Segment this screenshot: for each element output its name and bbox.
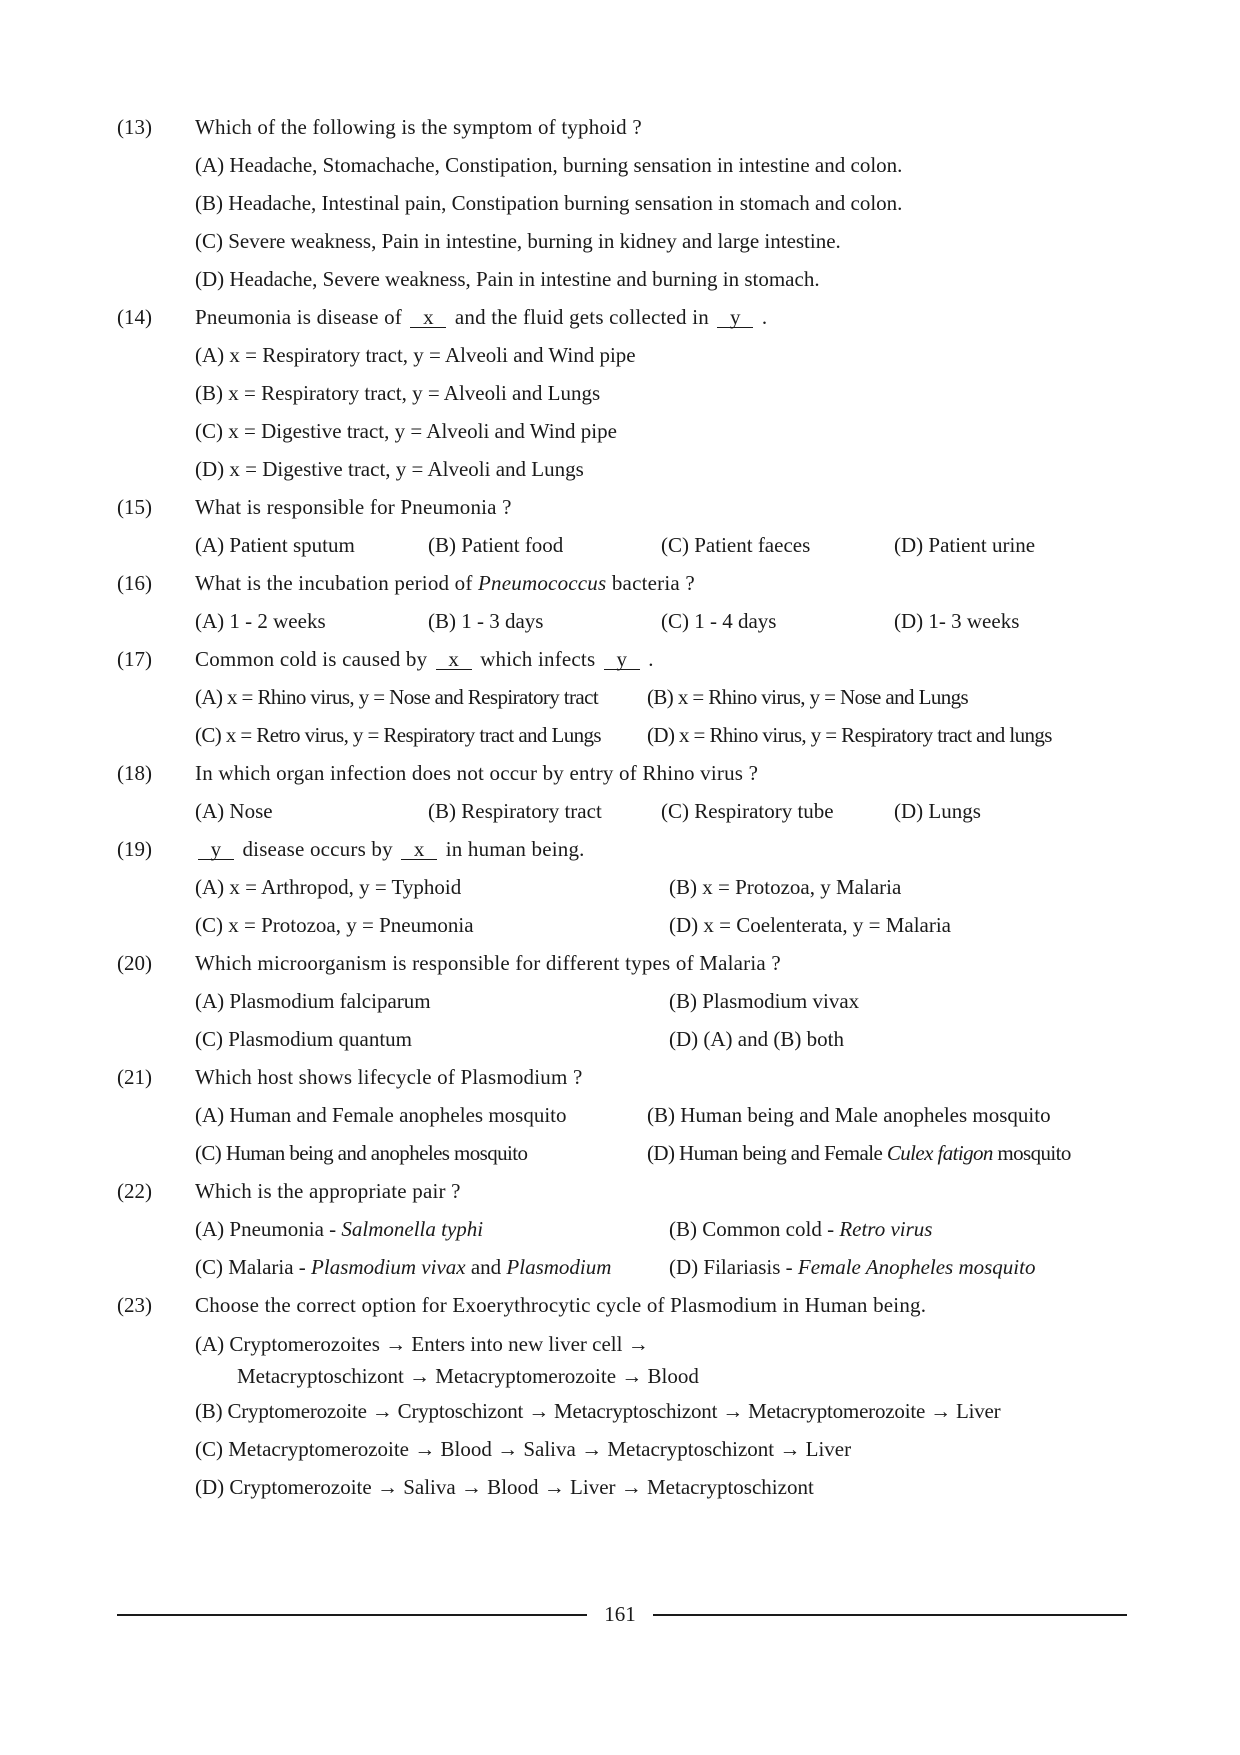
page-footer bbox=[117, 1595, 1127, 1635]
blank-x: x bbox=[410, 307, 446, 328]
option-line: (A) Cryptomerozoites → Enters into new liver cell → bbox=[195, 1332, 649, 1356]
question-number: (23) bbox=[117, 1293, 152, 1317]
option-b: (B) Cryptomerozoite → Cryptoschizont → Metacryptoschizont → Metacryptomerozoite → Liver bbox=[195, 1399, 1001, 1423]
option-b: (B) Patient food bbox=[428, 533, 564, 557]
organism-name: Plasmodium vivax bbox=[311, 1255, 466, 1279]
question-text bbox=[195, 640, 1127, 678]
option-b: (B) Plasmodium vivax bbox=[669, 989, 860, 1013]
option-c: (C) Respiratory tube bbox=[661, 799, 834, 823]
question-number: (22) bbox=[117, 1179, 152, 1203]
option-d bbox=[647, 1134, 1071, 1172]
option-row bbox=[195, 716, 1127, 754]
option-row bbox=[195, 792, 1127, 830]
option-text-part: (B) Common cold - bbox=[669, 1217, 835, 1241]
question-text-part: and the fluid gets collected in bbox=[454, 305, 709, 329]
option-d: (D) x = Rhino virus, y = Respiratory tract and lungs bbox=[647, 723, 1052, 747]
question-number: (17) bbox=[117, 647, 152, 671]
question-23 bbox=[117, 1286, 1127, 1506]
option-d: (D) x = Coelenterata, y = Malaria bbox=[669, 913, 951, 937]
option-d: (D) Cryptomerozoite → Saliva → Blood → Liver → Metacryptoschizont bbox=[195, 1475, 814, 1499]
option-d: (D) (A) and (B) both bbox=[669, 1027, 844, 1051]
option-d: (D) x = Digestive tract, y = Alveoli and Lungs bbox=[195, 457, 584, 481]
option-c: (C) Severe weakness, Pain in intestine, burning in kidney and large intestine. bbox=[195, 229, 841, 253]
question-text-part: in human being. bbox=[445, 837, 585, 861]
question-text: Which of the following is the symptom of typhoid ? bbox=[195, 115, 642, 139]
option-b: (B) Respiratory tract bbox=[428, 799, 602, 823]
question-text: Which host shows lifecycle of Plasmodium ? bbox=[195, 1065, 583, 1089]
question-text-part: Common cold is caused by bbox=[195, 647, 428, 671]
option-d: (D) Lungs bbox=[894, 799, 981, 823]
question-text: What is responsible for Pneumonia ? bbox=[195, 495, 512, 519]
question-number: (14) bbox=[117, 305, 152, 329]
question-text-part: . bbox=[648, 647, 654, 671]
question-number: (19) bbox=[117, 837, 152, 861]
question-text-part: . bbox=[761, 305, 768, 329]
option-c: (C) x = Protozoa, y = Pneumonia bbox=[195, 913, 474, 937]
organism-name: Retro virus bbox=[839, 1217, 933, 1241]
organism-name: Salmonella typhi bbox=[341, 1217, 484, 1241]
option-row bbox=[195, 1020, 1127, 1058]
question-19 bbox=[117, 830, 1127, 944]
option-text-part: (A) Pneumonia - bbox=[195, 1217, 337, 1241]
question-20 bbox=[117, 944, 1127, 1058]
organism-name: Female Anopheles mosquito bbox=[797, 1255, 1036, 1279]
option-a: (A) Plasmodium falciparum bbox=[195, 989, 431, 1013]
blank-y: y bbox=[604, 649, 640, 670]
question-text-part: What is the incubation period of bbox=[195, 571, 473, 595]
blank-y: y bbox=[717, 307, 753, 328]
option-a bbox=[195, 1324, 1127, 1392]
option-row bbox=[195, 982, 1127, 1020]
question-number: (16) bbox=[117, 571, 152, 595]
option-b: (B) x = Rhino virus, y = Nose and Lungs bbox=[647, 685, 969, 709]
page-number: 161 bbox=[604, 1602, 636, 1626]
option-row bbox=[195, 602, 1127, 640]
question-21 bbox=[117, 1058, 1127, 1172]
option-c: (C) Plasmodium quantum bbox=[195, 1027, 412, 1051]
question-22 bbox=[117, 1172, 1127, 1286]
option-d: (D) 1- 3 weeks bbox=[894, 609, 1020, 633]
option-b: (B) Human being and Male anopheles mosquito bbox=[647, 1103, 1051, 1127]
option-text-part: (D) Human being and Female bbox=[647, 1141, 883, 1165]
question-text: Choose the correct option for Exoerythrocytic cycle of Plasmodium in Human being. bbox=[195, 1293, 927, 1317]
question-15 bbox=[117, 488, 1127, 564]
question-text: Which is the appropriate pair ? bbox=[195, 1179, 461, 1203]
question-text: In which organ infection does not occur by entry of Rhino virus ? bbox=[195, 761, 759, 785]
option-a: (A) 1 - 2 weeks bbox=[195, 609, 326, 633]
option-c: (C) Human being and anopheles mosquito bbox=[195, 1141, 528, 1165]
question-text-part: disease occurs by bbox=[242, 837, 393, 861]
organism-name: Culex fatigon bbox=[886, 1141, 993, 1165]
question-text-part: which infects bbox=[480, 647, 596, 671]
question-number: (15) bbox=[117, 495, 152, 519]
question-number: (13) bbox=[117, 115, 152, 139]
question-number: (20) bbox=[117, 951, 152, 975]
option-c: (C) Metacryptomerozoite → Blood → Saliva → Metacryptoschizont → Liver bbox=[195, 1437, 852, 1461]
option-c: (C) 1 - 4 days bbox=[661, 609, 777, 633]
option-text-part: (C) Malaria - bbox=[195, 1255, 306, 1279]
question-list bbox=[117, 108, 1127, 1506]
option-b: (B) x = Respiratory tract, y = Alveoli and Lungs bbox=[195, 381, 601, 405]
option-b: (B) x = Protozoa, y Malaria bbox=[669, 875, 902, 899]
option-c: (C) Patient faeces bbox=[661, 533, 811, 557]
blank-x: x bbox=[436, 649, 472, 670]
question-13 bbox=[117, 108, 1127, 298]
option-line: Metacryptoschizont → Metacryptomerozoite → Blood bbox=[237, 1364, 699, 1388]
option-a: (A) x = Arthropod, y = Typhoid bbox=[195, 875, 462, 899]
option-a: (A) Headache, Stomachache, Constipation, burning sensation in intestine and colon. bbox=[195, 153, 903, 177]
option-a bbox=[195, 1210, 669, 1248]
option-d: (D) Headache, Severe weakness, Pain in intestine and burning in stomach. bbox=[195, 267, 820, 291]
option-row bbox=[195, 906, 1127, 944]
option-c: (C) x = Retro virus, y = Respiratory tract and Lungs bbox=[195, 723, 601, 747]
option-b: (B) 1 - 3 days bbox=[428, 609, 544, 633]
option-a: (A) Nose bbox=[195, 799, 273, 823]
option-row bbox=[195, 678, 1127, 716]
question-text bbox=[195, 830, 1127, 868]
option-a: (A) x = Rhino virus, y = Nose and Respiratory tract bbox=[195, 685, 599, 709]
option-b bbox=[669, 1210, 932, 1248]
option-row bbox=[195, 1210, 1127, 1248]
question-18 bbox=[117, 754, 1127, 830]
question-14 bbox=[117, 298, 1127, 488]
option-row bbox=[195, 526, 1127, 564]
option-row bbox=[195, 1096, 1127, 1134]
option-c bbox=[195, 1248, 669, 1286]
option-d: (D) Patient urine bbox=[894, 533, 1036, 557]
question-number: (21) bbox=[117, 1065, 152, 1089]
question-number: (18) bbox=[117, 761, 152, 785]
question-text: Which microorganism is responsible for different types of Malaria ? bbox=[195, 951, 781, 975]
organism-name: Pneumococcus bbox=[478, 571, 607, 595]
question-text-part: bacteria ? bbox=[611, 571, 695, 595]
blank-y: y bbox=[198, 839, 234, 860]
option-d bbox=[669, 1248, 1035, 1286]
footer-rule-right bbox=[653, 1614, 1127, 1616]
option-a: (A) x = Respiratory tract, y = Alveoli and Wind pipe bbox=[195, 343, 636, 367]
option-row bbox=[195, 1248, 1127, 1286]
option-row bbox=[195, 1134, 1127, 1172]
option-text-part: (D) Filariasis - bbox=[669, 1255, 793, 1279]
question-text bbox=[195, 298, 1127, 336]
option-text-part: and bbox=[470, 1255, 502, 1279]
option-b: (B) Headache, Intestinal pain, Constipation burning sensation in stomach and colon. bbox=[195, 191, 903, 215]
option-a: (A) Human and Female anopheles mosquito bbox=[195, 1103, 567, 1127]
option-row bbox=[195, 868, 1127, 906]
question-16 bbox=[117, 564, 1127, 640]
option-c: (C) x = Digestive tract, y = Alveoli and Wind pipe bbox=[195, 419, 617, 443]
organism-name: Plasmodium bbox=[506, 1255, 612, 1279]
question-text bbox=[195, 564, 1127, 602]
option-text-part: mosquito bbox=[997, 1141, 1071, 1165]
option-a: (A) Patient sputum bbox=[195, 533, 355, 557]
blank-x: x bbox=[401, 839, 437, 860]
question-text-part: Pneumonia is disease of bbox=[195, 305, 402, 329]
question-17 bbox=[117, 640, 1127, 754]
footer-rule-left bbox=[117, 1614, 587, 1616]
